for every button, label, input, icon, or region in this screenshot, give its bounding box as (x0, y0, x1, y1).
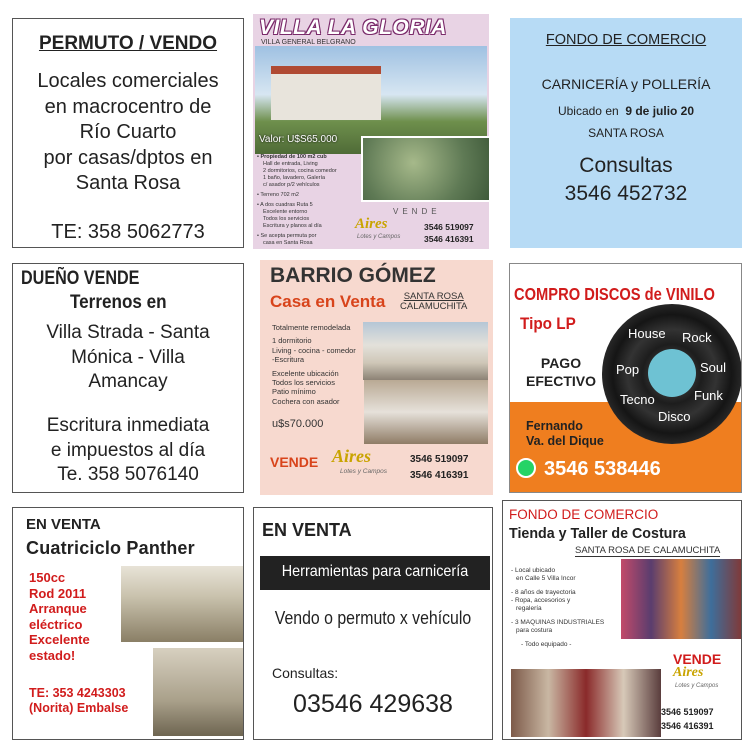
feature: 1 baño, lavadero, Galería (263, 175, 326, 181)
contact-line: Fernando (526, 419, 583, 433)
ad-heading: FONDO DE COMERCIO (545, 32, 707, 48)
contact-line: Va. del Dique (526, 434, 604, 448)
spec-list (29, 570, 90, 663)
brand-logo: Aires (355, 216, 388, 232)
feature: - Local ubicado (511, 567, 556, 574)
ad-phone: Te. 358 5076140 (57, 464, 199, 485)
feature: Totalmente remodelada (272, 323, 351, 332)
feature: c/ asador p/2 vehículos (263, 182, 320, 188)
address-prefix: Ubicado en (557, 104, 619, 118)
ad-body: Vendo o permuto x vehículo (274, 608, 472, 628)
ad-phone: 3546 538446 (544, 458, 661, 480)
vende-label: VENDE (270, 454, 319, 470)
ad-subheading: Terrenos en (70, 292, 167, 313)
spec: eléctrico (29, 616, 83, 632)
ad-terrenos[interactable] (12, 263, 244, 493)
phone: 3546 519097 (424, 222, 474, 232)
contact-name: (Norita) Embalse (29, 701, 129, 715)
vende-label: VENDE (393, 207, 441, 216)
feature: • A dos cuadras Ruta 5 (257, 202, 313, 208)
ad-herramientas[interactable] (253, 507, 493, 740)
feature: 1 dormitorio (272, 336, 312, 346)
feature: Cochera con asador (272, 396, 340, 406)
spec: estado! (29, 647, 76, 663)
ad-villa-la-gloria[interactable] (253, 14, 489, 249)
body-line: Locales comerciales (37, 70, 219, 92)
feature: en Calle 5 Villa Incor (516, 575, 576, 582)
house-photo (363, 322, 488, 380)
body-line: Amancay (88, 371, 168, 392)
ad-heading: COMPRO DISCOS de VINILO (514, 284, 715, 304)
feature: • Propiedad de 100 m2 cub (257, 154, 327, 160)
ad-barrio-gomez[interactable] (260, 260, 493, 495)
ad-heading: PERMUTO / VENDO (38, 33, 218, 54)
brand-tagline: Lotes y Campos (340, 468, 387, 475)
feature: casa en Santa Rosa (263, 240, 313, 246)
store-photo (621, 559, 741, 639)
ad-title: VILLA LA GLORIA (259, 16, 447, 39)
brand-tagline: Lotes y Campos (357, 234, 401, 240)
consultas-label: Consultas: (272, 665, 339, 681)
feature-list (257, 154, 359, 247)
body-line: por casas/dptos en (43, 146, 213, 169)
quad-photo (121, 566, 243, 642)
feature: Escritura y planos al día (263, 223, 322, 229)
ad-subtitle: VILLA GENERAL BELGRANO (261, 39, 356, 46)
location-line: CALAMUCHITA (400, 301, 468, 312)
feature: - 8 años de trayectoria (511, 589, 576, 596)
address (510, 104, 742, 118)
location (400, 292, 467, 312)
feature: Patio mínimo (272, 387, 316, 397)
payment-line: EFECTIVO (525, 373, 596, 389)
ad-body (13, 69, 243, 197)
spec: Rod 2011 (29, 585, 87, 601)
ad-subtitle: Casa en Venta (270, 292, 386, 311)
feature: • Terreno 702 m2 (257, 192, 299, 198)
vende-label: VENDE (673, 651, 722, 667)
ad-heading: DUEÑO VENDE (21, 268, 140, 289)
feature: - Ropa, accesorios y (511, 597, 571, 604)
banner (260, 556, 490, 590)
phone: 3546 416391 (424, 234, 474, 244)
phone: 3546 416391 (410, 470, 469, 481)
ad-carniceria[interactable] (510, 18, 742, 248)
record-label (648, 349, 696, 397)
ad-phone: TE: 358 5062773 (51, 220, 205, 243)
feature: Hall de entrada, Living (263, 161, 318, 167)
ad-subheading: Tipo LP (520, 314, 576, 333)
ad-discos-vinilo[interactable] (509, 263, 742, 493)
feature: Todos los servicios (263, 216, 310, 222)
body-line: Villa Strada - Santa (46, 322, 210, 343)
body-line: Mónica - Villa (71, 346, 185, 368)
genre: Funk (694, 388, 723, 403)
ad-title: Cuatriciclo Panther (26, 538, 195, 558)
body-line: Escritura inmediata (46, 415, 210, 436)
phone: 3546 519097 (410, 454, 469, 465)
ad-phone: TE: 353 4243303 (29, 686, 126, 700)
feature: para costura (516, 627, 553, 634)
address-street: 9 de julio 20 (625, 104, 695, 118)
ad-price: u$s70.000 (272, 418, 324, 430)
interior-photo (364, 380, 488, 444)
payment-info (516, 354, 606, 390)
genre: Rock (682, 330, 712, 345)
feature-list (511, 567, 616, 649)
spec: Excelente (29, 632, 90, 647)
location: SANTA ROSA DE CALAMUCHITA (575, 545, 721, 556)
payment-line: PAGO (540, 355, 582, 371)
body-line: e impuestos al día (50, 439, 206, 461)
body-line: Río Cuarto (79, 121, 177, 143)
aerial-photo (361, 136, 489, 202)
ad-body (13, 321, 243, 395)
spec: 150cc (29, 570, 66, 585)
ad-price: Valor: U$S65.000 (259, 134, 338, 145)
ad-title: BARRIO GÓMEZ (270, 264, 436, 287)
body-line: en macrocentro de (44, 95, 212, 118)
ad-costura[interactable] (502, 500, 742, 740)
brand-logo: Aires (673, 665, 704, 680)
consultas-label: Consultas (579, 154, 673, 177)
feature: Todos los servicios (272, 378, 335, 388)
banner-text: Herramientas para carnicería (281, 563, 469, 580)
ad-heading: EN VENTA (26, 516, 101, 533)
feature: 2 dormitorios, cocina comedor (263, 168, 337, 174)
city: SANTA ROSA (588, 126, 664, 140)
feature: -Escritura (272, 355, 305, 365)
quad-photo-2 (153, 648, 243, 736)
contact-name (526, 419, 604, 449)
feature: Excelente ubicación (272, 368, 339, 378)
clothing-photo (511, 669, 661, 737)
business-type: CARNICERÍA y POLLERÍA (541, 76, 711, 92)
genre: Soul (700, 360, 727, 375)
ad-permuto-locales[interactable] (12, 18, 244, 248)
ad-phone: 3546 452732 (564, 182, 688, 205)
ad-heading: EN VENTA (262, 520, 352, 540)
spec: Arranque (29, 601, 87, 616)
ad-title: Tienda y Taller de Costura (509, 525, 686, 542)
phone: 3546 519097 (661, 707, 714, 717)
genre: Tecno (620, 392, 655, 407)
ad-body-2 (13, 414, 243, 488)
genre: House (628, 326, 666, 341)
location-line: SANTA ROSA (403, 291, 464, 302)
feature: regalería (516, 605, 542, 612)
feature: - 3 MAQUINAS INDUSTRIALES (511, 619, 605, 626)
feature: - Todo equipado - (521, 641, 572, 648)
feature: • Se acepta permuta por (257, 233, 317, 239)
contact (29, 686, 128, 716)
genre: Disco (658, 409, 691, 424)
phone: 3546 416391 (661, 721, 714, 731)
house-illustration (271, 66, 381, 120)
ad-heading: FONDO DE COMERCIO (509, 507, 659, 522)
brand-tagline: Lotes y Campos (675, 683, 719, 689)
feature: Excelente entorno (263, 209, 308, 215)
brand-logo: Aires (332, 446, 372, 466)
ad-cuatriciclo[interactable] (12, 507, 244, 740)
feature: Living - cocina - comedor (272, 345, 356, 355)
feature-list (272, 323, 356, 406)
whatsapp-icon (516, 458, 536, 478)
genre: Pop (616, 362, 640, 377)
ad-phone: 03546 429638 (293, 690, 453, 718)
body-line: Santa Rosa (75, 172, 181, 194)
